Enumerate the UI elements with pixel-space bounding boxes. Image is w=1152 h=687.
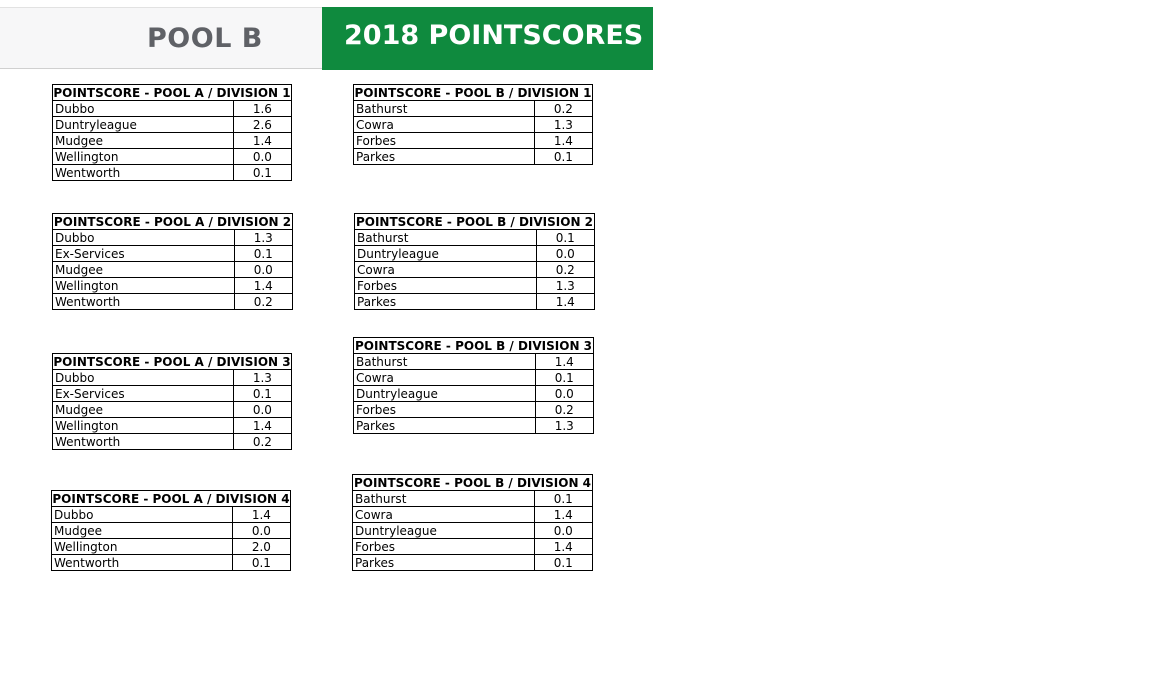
table-title: POINTSCORE - POOL B / DIVISION 2 [355, 214, 594, 229]
pool-b-division-3-table [353, 337, 594, 434]
club-name: Cowra [353, 507, 535, 523]
club-name: Dubbo [53, 230, 235, 246]
table-row [354, 117, 593, 133]
table-row [53, 101, 292, 117]
table-row [354, 402, 594, 418]
club-name: Parkes [354, 149, 535, 165]
club-name: Duntryleague [353, 523, 535, 539]
table-row [53, 386, 292, 402]
club-name: Bathurst [354, 101, 535, 117]
club-score: 1.4 [233, 418, 291, 434]
pool-a-division-2-table [52, 213, 293, 310]
club-score: 0.1 [534, 555, 593, 571]
club-score: 0.2 [233, 434, 291, 450]
club-score: 0.1 [232, 555, 290, 571]
club-score: 1.3 [535, 418, 594, 434]
table-title: POINTSCORE - POOL A / DIVISION 4 [52, 491, 290, 506]
club-name: Dubbo [52, 507, 233, 523]
table-row [53, 165, 292, 181]
table-row [53, 133, 292, 149]
table-row [53, 262, 293, 278]
pointscores-header [322, 7, 653, 70]
club-score: 0.1 [233, 165, 291, 181]
table-title: POINTSCORE - POOL A / DIVISION 2 [53, 214, 292, 229]
table-row [53, 149, 292, 165]
club-name: Parkes [353, 555, 535, 571]
club-name: Wellington [53, 149, 234, 165]
table-row [354, 133, 593, 149]
club-score: 0.0 [233, 402, 291, 418]
club-name: Wellington [52, 539, 233, 555]
club-name: Ex-Services [53, 246, 235, 262]
club-score: 1.4 [233, 133, 291, 149]
club-score: 1.6 [233, 101, 291, 117]
club-score: 1.4 [535, 354, 594, 370]
table-row [53, 418, 292, 434]
table-row [53, 294, 293, 310]
club-score: 0.2 [535, 402, 594, 418]
table-title: POINTSCORE - POOL A / DIVISION 3 [53, 354, 291, 369]
club-score: 0.0 [536, 246, 595, 262]
club-score: 0.2 [534, 101, 592, 117]
club-score: 0.1 [536, 230, 595, 246]
club-name: Wentworth [53, 434, 234, 450]
club-score: 1.4 [534, 133, 592, 149]
table-row [354, 418, 594, 434]
club-score: 0.0 [535, 386, 594, 402]
table-title: POINTSCORE - POOL B / DIVISION 3 [354, 338, 593, 353]
table-row [353, 555, 593, 571]
table-row [355, 262, 595, 278]
club-score: 0.1 [535, 370, 594, 386]
club-score: 1.3 [233, 370, 291, 386]
club-score: 2.0 [232, 539, 290, 555]
club-name: Forbes [354, 402, 536, 418]
club-score: 0.1 [534, 491, 593, 507]
table-row [354, 354, 594, 370]
club-score: 1.3 [536, 278, 595, 294]
club-name: Wellington [53, 418, 234, 434]
club-score: 0.2 [536, 262, 595, 278]
club-score: 1.4 [534, 507, 593, 523]
pool-b-division-2-table [354, 213, 595, 310]
table-row [53, 402, 292, 418]
table-row [355, 246, 595, 262]
table-row [53, 246, 293, 262]
table-row [52, 523, 291, 539]
table-row [355, 230, 595, 246]
club-score: 0.0 [234, 262, 293, 278]
club-name: Dubbo [53, 101, 234, 117]
club-name: Wellington [53, 278, 235, 294]
table-row [353, 539, 593, 555]
club-name: Forbes [354, 133, 535, 149]
table-row [354, 101, 593, 117]
table-row [52, 539, 291, 555]
table-row [53, 278, 293, 294]
club-name: Wentworth [53, 165, 234, 181]
club-name: Duntryleague [354, 386, 536, 402]
table-row [353, 523, 593, 539]
table-title: POINTSCORE - POOL B / DIVISION 4 [353, 475, 592, 490]
club-name: Bathurst [354, 354, 536, 370]
club-score: 0.1 [233, 386, 291, 402]
table-row [354, 386, 594, 402]
club-name: Ex-Services [53, 386, 234, 402]
club-score: 2.6 [233, 117, 291, 133]
club-score: 0.1 [234, 246, 293, 262]
table-row [355, 278, 595, 294]
club-name: Parkes [355, 294, 537, 310]
club-name: Forbes [353, 539, 535, 555]
club-name: Forbes [355, 278, 537, 294]
club-score: 1.4 [536, 294, 595, 310]
table-row [52, 507, 291, 523]
club-name: Cowra [354, 117, 535, 133]
club-name: Parkes [354, 418, 536, 434]
club-score: 0.0 [232, 523, 290, 539]
pool-b-title: POOL B [147, 23, 263, 54]
pool-a-division-3-table [52, 353, 292, 450]
club-score: 0.1 [534, 149, 592, 165]
club-score: 1.3 [234, 230, 293, 246]
pool-b-division-4-table [352, 474, 593, 571]
club-name: Cowra [354, 370, 536, 386]
club-name: Wentworth [53, 294, 235, 310]
table-row [353, 491, 593, 507]
pool-b-division-1-table [353, 84, 593, 165]
pool-a-division-1-table [52, 84, 292, 181]
club-score: 1.4 [234, 278, 293, 294]
table-row [52, 555, 291, 571]
club-score: 1.4 [232, 507, 290, 523]
club-name: Cowra [355, 262, 537, 278]
club-name: Mudgee [53, 262, 235, 278]
club-name: Wentworth [52, 555, 233, 571]
table-row [53, 434, 292, 450]
table-row [354, 149, 593, 165]
club-name: Mudgee [52, 523, 233, 539]
pointscores-title: 2018 POINTSCORES [344, 20, 644, 51]
table-title: POINTSCORE - POOL A / DIVISION 1 [53, 85, 291, 100]
table-row [354, 370, 594, 386]
club-name: Bathurst [353, 491, 535, 507]
table-title: POINTSCORE - POOL B / DIVISION 1 [354, 85, 592, 100]
club-name: Mudgee [53, 402, 234, 418]
table-row [353, 507, 593, 523]
club-name: Duntryleague [53, 117, 234, 133]
club-name: Duntryleague [355, 246, 537, 262]
club-name: Mudgee [53, 133, 234, 149]
club-score: 0.0 [534, 523, 593, 539]
table-row [355, 294, 595, 310]
table-row [53, 117, 292, 133]
table-row [53, 230, 293, 246]
club-name: Bathurst [355, 230, 537, 246]
club-score: 0.0 [233, 149, 291, 165]
club-name: Dubbo [53, 370, 234, 386]
pool-b-header [0, 7, 322, 69]
club-score: 1.3 [534, 117, 592, 133]
club-score: 1.4 [534, 539, 593, 555]
pool-a-division-4-table [51, 490, 291, 571]
table-row [53, 370, 292, 386]
club-score: 0.2 [234, 294, 293, 310]
